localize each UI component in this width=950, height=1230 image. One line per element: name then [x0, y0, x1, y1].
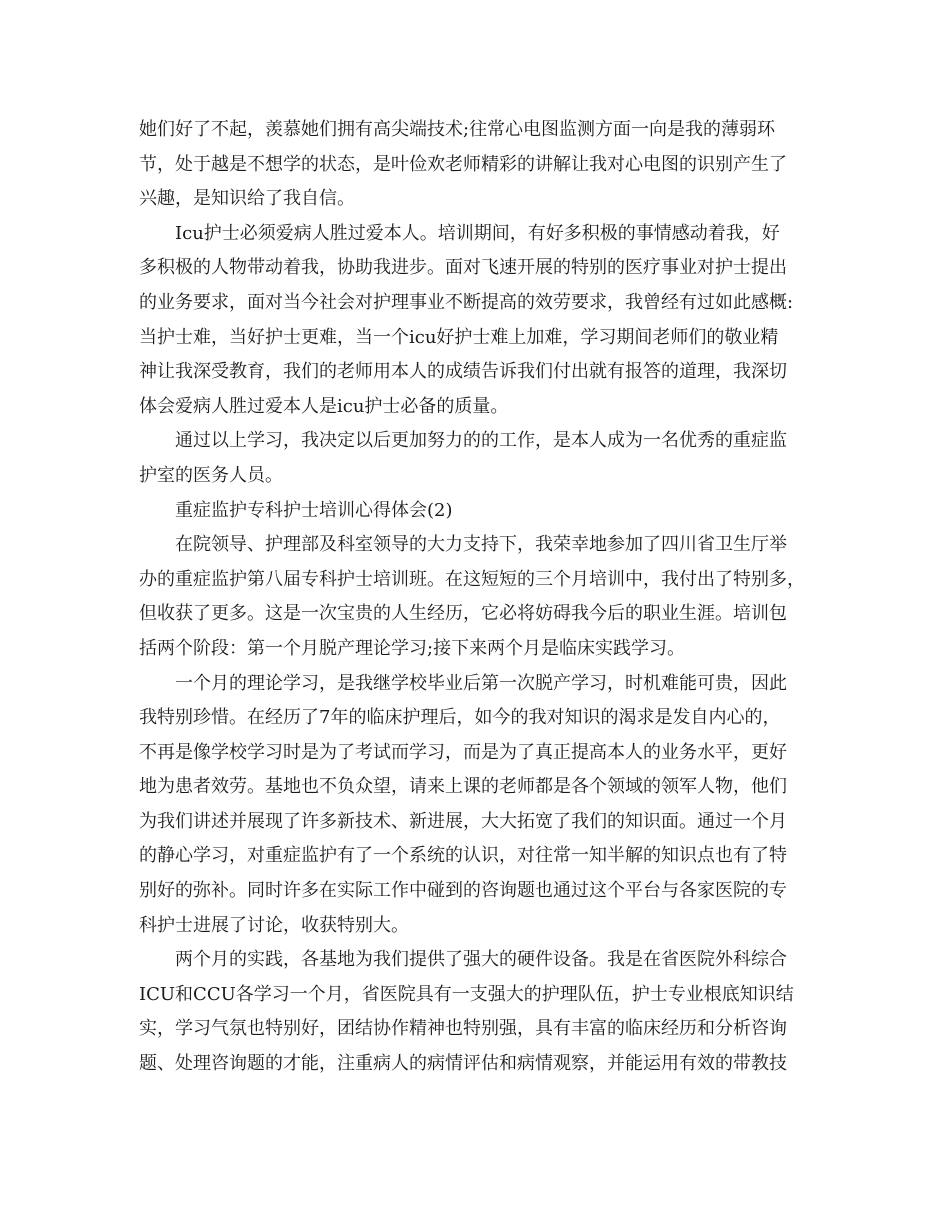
- text-line: 的业务要求，面对当今社会对护理事业不断提高的效劳要求，我曾经有过如此感概:: [139, 291, 794, 313]
- text-line: 护室的医务人员。: [139, 464, 283, 486]
- text-line: 节，处于越是不想学的状态，是叶俭欢老师精彩的讲解让我对心电图的识别产生了: [139, 153, 787, 175]
- text-line: ICU和CCU各学习一个月，省医院具有一支强大的护理队伍，护士专业根底知识结: [139, 983, 794, 1005]
- text-line: 重症监护专科护士培训心得体会(2): [175, 499, 453, 521]
- text-line: 不再是像学校学习时是为了考试而学习，而是为了真正提高本人的业务水平，更好: [139, 741, 787, 763]
- text-line: Icu护士必须爱病人胜过爱本人。培训期间，有好多积极的事情感动着我，好: [175, 222, 780, 244]
- text-line: 办的重症监护第八届专科护士培训班。在这短短的三个月培训中，我付出了特别多，: [139, 568, 805, 590]
- text-line: 在院领导、护理部及科室领导的大力支持下，我荣幸地参加了四川省卫生厅举: [175, 534, 787, 556]
- text-line: 括两个阶段：第一个月脱产理论学习;接下来两个月是临床实践学习。: [139, 637, 686, 659]
- text-line: 两个月的实践，各基地为我们提供了强大的硬件设备。我是在省医院外科综合: [175, 949, 787, 971]
- text-line: 实，学习气氛也特别好，团结协作精神也特别强，具有丰富的临床经历和分析咨询: [139, 1018, 787, 1040]
- text-line: 兴趣，是知识给了我自信。: [139, 188, 355, 210]
- text-line: 体会爱病人胜过爱本人是icu护士必备的质量。: [139, 395, 509, 417]
- text-line: 但收获了更多。这是一次宝贵的人生经历，它必将妨碍我今后的职业生涯。培训包: [139, 603, 787, 625]
- text-line: 通过以上学习，我决定以后更加努力的的工作，是本人成为一名优秀的重症监: [175, 430, 787, 452]
- text-line: 的静心学习，对重症监护有了一个系统的认识，对往常一知半解的知识点也有了特: [139, 845, 787, 867]
- text-line: 别好的弥补。同时许多在实际工作中碰到的咨询题也通过这个平台与各家医院的专: [139, 880, 787, 902]
- text-line: 神让我深受教育，我们的老师用本人的成绩告诉我们付出就有报答的道理，我深切: [139, 361, 787, 383]
- text-line: 一个月的理论学习，是我继学校毕业后第一次脱产学习，时机难能可贵，因此: [175, 672, 787, 694]
- text-line: 为我们讲述并展现了许多新技术、新进展，大大拓宽了我们的知识面。通过一个月: [139, 810, 787, 832]
- text-line: 题、处理咨询题的才能，注重病人的病情评估和病情观察，并能运用有效的带教技: [139, 1053, 787, 1075]
- text-line: 科护士进展了讨论，收获特别大。: [139, 914, 409, 936]
- document-body: [139, 113, 829, 1082]
- text-line: 当护士难，当好护士更难，当一个icu好护士难上加难，学习期间老师们的敬业精: [139, 326, 779, 348]
- text-line: 我特别珍惜。在经历了7年的临床护理后，如今的我对知识的渴求是发自内心的，: [139, 707, 781, 729]
- text-line: 她们好了不起，羡慕她们拥有高尖端技术;往常心电图监测方面一向是我的薄弱环: [139, 119, 776, 140]
- text-line: 地为患者效劳。基地也不负众望，请来上课的老师都是各个领域的领军人物，他们: [139, 776, 787, 798]
- text-line: 多积极的人物带动着我，协助我进步。面对飞速开展的特别的医疗事业对护士提出: [139, 257, 787, 279]
